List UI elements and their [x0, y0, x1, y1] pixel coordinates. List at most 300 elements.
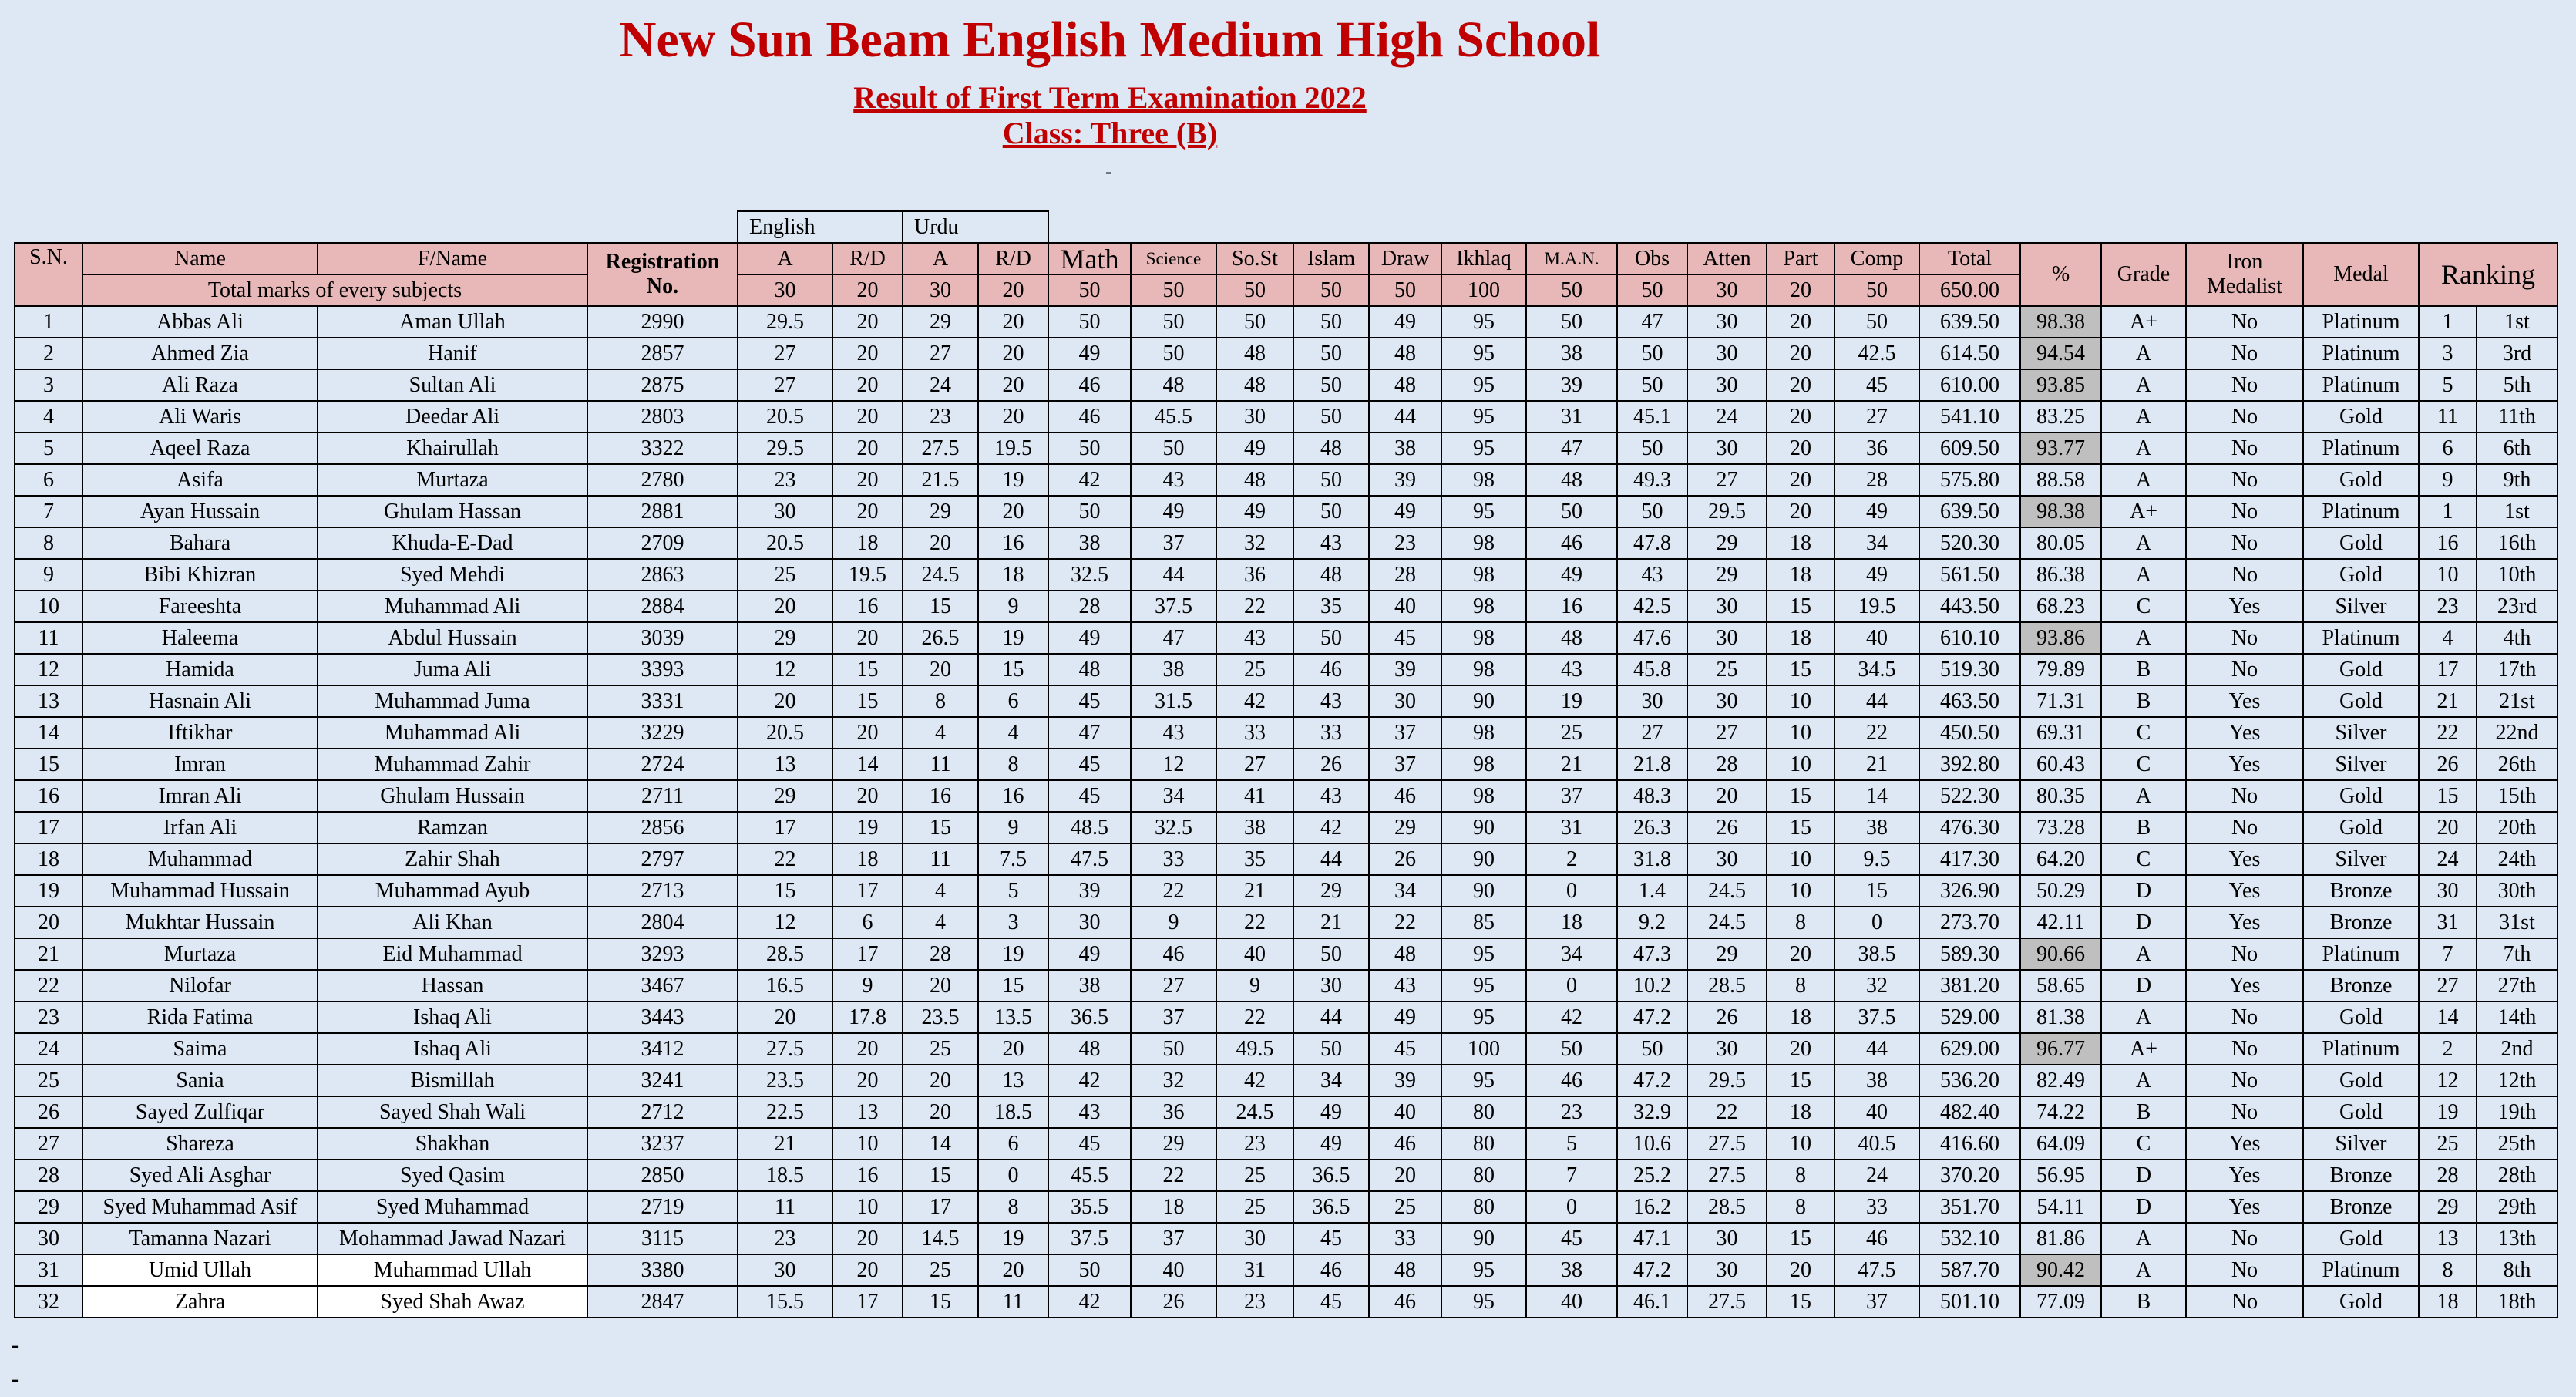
atten-cell: 29 [1687, 559, 1767, 591]
registration-cell: 2713 [587, 875, 738, 907]
grade-cell: D [2101, 1191, 2186, 1223]
total-cell: 529.00 [1919, 1001, 2020, 1033]
urdu-a-cell: 29 [903, 496, 978, 527]
english-rd-cell: 17 [832, 938, 903, 970]
draw-cell: 39 [1369, 464, 1441, 496]
urdu-a-cell: 4 [903, 875, 978, 907]
sn-cell: 8 [15, 527, 82, 559]
grade-cell: C [2101, 1128, 2186, 1160]
rank-number-cell: 29 [2419, 1191, 2477, 1223]
iron-medalist-cell: Yes [2186, 843, 2303, 875]
man-cell: 0 [1526, 1191, 1617, 1223]
science-cell: 45.5 [1131, 401, 1216, 433]
part-cell: 10 [1767, 685, 1834, 717]
social-cell: 22 [1216, 591, 1293, 622]
fname-cell: Syed Shah Awaz [318, 1286, 587, 1318]
english-rd-cell: 17.8 [832, 1001, 903, 1033]
part-cell: 20 [1767, 938, 1834, 970]
english-a-cell: 25 [738, 559, 832, 591]
islam-cell: 48 [1293, 559, 1369, 591]
man-cell: 18 [1526, 907, 1617, 938]
fname-cell: Murtaza [318, 464, 587, 496]
student-row [15, 1223, 2558, 1254]
student-row [15, 843, 2558, 875]
rank-position-cell: 18th [2477, 1286, 2558, 1318]
urdu-a-cell: 28 [903, 938, 978, 970]
part-cell: 10 [1767, 875, 1834, 907]
student-row [15, 907, 2558, 938]
percent-cell: 81.86 [2020, 1223, 2101, 1254]
rank-number-cell: 12 [2419, 1065, 2477, 1096]
fname-cell: Ramzan [318, 812, 587, 843]
draw-cell: 28 [1369, 559, 1441, 591]
total-cell: 381.20 [1919, 970, 2020, 1001]
rank-number-cell: 26 [2419, 749, 2477, 780]
student-row [15, 685, 2558, 717]
school-name: New Sun Beam English Medium High School [619, 12, 1601, 68]
social-cell: 25 [1216, 1191, 1293, 1223]
grade-cell: A+ [2101, 1033, 2186, 1065]
draw-cell: 49 [1369, 496, 1441, 527]
man-cell: 2 [1526, 843, 1617, 875]
urdu-rd-cell: 5 [978, 875, 1048, 907]
math-cell: 42 [1048, 1065, 1131, 1096]
grade-cell: D [2101, 907, 2186, 938]
social-cell: 42 [1216, 1065, 1293, 1096]
math-cell: 32.5 [1048, 559, 1131, 591]
medal-cell: Bronze [2303, 875, 2419, 907]
draw-cell: 48 [1369, 369, 1441, 401]
islam-cell: 30 [1293, 970, 1369, 1001]
atten-cell: 30 [1687, 338, 1767, 369]
science-cell: 29 [1131, 1128, 1216, 1160]
comp-cell: 38 [1834, 812, 1919, 843]
science-cell: 37 [1131, 1223, 1216, 1254]
man-cell: 49 [1526, 559, 1617, 591]
max-mark-cell: 20 [832, 274, 903, 306]
medal-cell: Bronze [2303, 1191, 2419, 1223]
urdu-rd-cell: 20 [978, 369, 1048, 401]
name-cell: Iftikhar [82, 717, 318, 749]
subject-group-row [15, 211, 2558, 243]
english-rd-cell: 13 [832, 1096, 903, 1128]
urdu-a-cell: 15 [903, 1160, 978, 1191]
max-mark-cell: 50 [1048, 274, 1131, 306]
exam-title: Result of First Term Examination 2022 [853, 80, 1367, 115]
comp-cell: 34.5 [1834, 654, 1919, 685]
ikhlaq-cell: 98 [1441, 717, 1526, 749]
student-row [15, 938, 2558, 970]
iron-medalist-cell: No [2186, 559, 2303, 591]
student-row [15, 654, 2558, 685]
ikhlaq-cell: 98 [1441, 527, 1526, 559]
part-cell: 20 [1767, 1033, 1834, 1065]
english-a-cell: 30 [738, 1254, 832, 1286]
rank-number-cell: 28 [2419, 1160, 2477, 1191]
max-mark-cell: 20 [978, 274, 1048, 306]
total-cell: 639.50 [1919, 496, 2020, 527]
col-ikhlaq: Ikhlaq [1441, 243, 1526, 274]
registration-cell: 2856 [587, 812, 738, 843]
obs-cell: 50 [1617, 496, 1687, 527]
social-cell: 25 [1216, 1160, 1293, 1191]
math-cell: 49 [1048, 622, 1131, 654]
english-a-cell: 15 [738, 875, 832, 907]
iron-medalist-cell: No [2186, 1033, 2303, 1065]
comp-cell: 37.5 [1834, 1001, 1919, 1033]
atten-cell: 30 [1687, 591, 1767, 622]
sn-cell: 27 [15, 1128, 82, 1160]
name-cell: Ahmed Zia [82, 338, 318, 369]
obs-cell: 49.3 [1617, 464, 1687, 496]
iron-medalist-cell: No [2186, 1223, 2303, 1254]
urdu-a-cell: 23.5 [903, 1001, 978, 1033]
urdu-rd-cell: 13 [978, 1065, 1048, 1096]
urdu-rd-cell: 15 [978, 654, 1048, 685]
urdu-a-cell: 20 [903, 1065, 978, 1096]
iron-medalist-cell: Yes [2186, 685, 2303, 717]
math-cell: 38 [1048, 970, 1131, 1001]
name-cell: Asifa [82, 464, 318, 496]
man-cell: 21 [1526, 749, 1617, 780]
iron-medalist-cell: No [2186, 401, 2303, 433]
english-a-cell: 22.5 [738, 1096, 832, 1128]
sn-cell: 14 [15, 717, 82, 749]
math-cell: 46 [1048, 401, 1131, 433]
english-a-cell: 29.5 [738, 433, 832, 464]
man-cell: 7 [1526, 1160, 1617, 1191]
atten-cell: 24.5 [1687, 907, 1767, 938]
rank-number-cell: 24 [2419, 843, 2477, 875]
social-cell: 23 [1216, 1128, 1293, 1160]
iron-medalist-cell: No [2186, 338, 2303, 369]
english-rd-cell: 9 [832, 970, 903, 1001]
urdu-rd-cell: 19 [978, 464, 1048, 496]
student-row [15, 559, 2558, 591]
percent-cell: 90.42 [2020, 1254, 2101, 1286]
sn-cell: 32 [15, 1286, 82, 1318]
rank-number-cell: 19 [2419, 1096, 2477, 1128]
col-urdu-rd: R/D [978, 243, 1048, 274]
total-cell: 392.80 [1919, 749, 2020, 780]
total-cell: 450.50 [1919, 717, 2020, 749]
man-cell: 31 [1526, 401, 1617, 433]
atten-cell: 30 [1687, 622, 1767, 654]
registration-cell: 2797 [587, 843, 738, 875]
registration-cell: 3380 [587, 1254, 738, 1286]
science-cell: 12 [1131, 749, 1216, 780]
atten-cell: 29.5 [1687, 1065, 1767, 1096]
percent-cell: 98.38 [2020, 306, 2101, 338]
comp-cell: 47.5 [1834, 1254, 1919, 1286]
student-row [15, 1033, 2558, 1065]
name-cell: Haleema [82, 622, 318, 654]
name-cell: Imran [82, 749, 318, 780]
urdu-a-cell: 15 [903, 1286, 978, 1318]
name-cell: Syed Ali Asghar [82, 1160, 318, 1191]
urdu-rd-cell: 3 [978, 907, 1048, 938]
urdu-a-cell: 29 [903, 306, 978, 338]
ikhlaq-cell: 95 [1441, 401, 1526, 433]
part-cell: 15 [1767, 591, 1834, 622]
grade-cell: A+ [2101, 496, 2186, 527]
percent-cell: 83.25 [2020, 401, 2101, 433]
name-cell: Muhammad [82, 843, 318, 875]
english-rd-cell: 20 [832, 433, 903, 464]
total-cell: 520.30 [1919, 527, 2020, 559]
draw-cell: 37 [1369, 717, 1441, 749]
max-mark-cell: 50 [1216, 274, 1293, 306]
islam-cell: 50 [1293, 464, 1369, 496]
english-rd-cell: 18 [832, 843, 903, 875]
medal-cell: Silver [2303, 717, 2419, 749]
col-atten: Atten [1687, 243, 1767, 274]
man-cell: 34 [1526, 938, 1617, 970]
rank-position-cell: 25th [2477, 1128, 2558, 1160]
part-cell: 10 [1767, 717, 1834, 749]
medal-cell: Silver [2303, 591, 2419, 622]
rank-position-cell: 31st [2477, 907, 2558, 938]
name-cell: Ayan Hussain [82, 496, 318, 527]
medal-cell: Platinum [2303, 1033, 2419, 1065]
social-cell: 32 [1216, 527, 1293, 559]
percent-cell: 98.38 [2020, 496, 2101, 527]
iron-medalist-cell: No [2186, 812, 2303, 843]
iron-medalist-cell: No [2186, 1286, 2303, 1318]
registration-cell: 2712 [587, 1096, 738, 1128]
fname-cell: Hassan [318, 970, 587, 1001]
comp-cell: 28 [1834, 464, 1919, 496]
science-cell: 49 [1131, 496, 1216, 527]
man-cell: 38 [1526, 338, 1617, 369]
max-mark-cell: 50 [1369, 274, 1441, 306]
col-fname: F/Name [318, 243, 587, 274]
registration-cell: 2804 [587, 907, 738, 938]
english-rd-cell: 19.5 [832, 559, 903, 591]
fname-cell: Mohammad Jawad Nazari [318, 1223, 587, 1254]
draw-cell: 26 [1369, 843, 1441, 875]
name-cell: Ali Waris [82, 401, 318, 433]
rank-position-cell: 3rd [2477, 338, 2558, 369]
rank-number-cell: 27 [2419, 970, 2477, 1001]
english-a-cell: 18.5 [738, 1160, 832, 1191]
science-cell: 32 [1131, 1065, 1216, 1096]
iron-medalist-cell: No [2186, 1065, 2303, 1096]
comp-cell: 21 [1834, 749, 1919, 780]
draw-cell: 33 [1369, 1223, 1441, 1254]
urdu-rd-cell: 20 [978, 401, 1048, 433]
medal-cell: Silver [2303, 843, 2419, 875]
math-cell: 46 [1048, 369, 1131, 401]
comp-cell: 15 [1834, 875, 1919, 907]
registration-cell: 2711 [587, 780, 738, 812]
rank-position-cell: 23rd [2477, 591, 2558, 622]
name-cell: Zahra [82, 1286, 318, 1318]
ikhlaq-cell: 95 [1441, 433, 1526, 464]
part-cell: 10 [1767, 749, 1834, 780]
percent-cell: 54.11 [2020, 1191, 2101, 1223]
col-sn: S.N. [15, 243, 82, 306]
english-a-cell: 16.5 [738, 970, 832, 1001]
registration-cell: 2724 [587, 749, 738, 780]
name-cell: Irfan Ali [82, 812, 318, 843]
english-rd-cell: 17 [832, 1286, 903, 1318]
col-iron-medalist: Iron Medalist [2186, 243, 2303, 306]
total-marks-label: Total marks of every subjects [82, 274, 587, 306]
registration-cell: 3229 [587, 717, 738, 749]
ikhlaq-cell: 85 [1441, 907, 1526, 938]
total-cell: 587.70 [1919, 1254, 2020, 1286]
english-rd-cell: 20 [832, 1254, 903, 1286]
urdu-rd-cell: 8 [978, 1191, 1048, 1223]
fname-cell: Zahir Shah [318, 843, 587, 875]
obs-cell: 32.9 [1617, 1096, 1687, 1128]
student-row [15, 401, 2558, 433]
urdu-rd-cell: 20 [978, 1033, 1048, 1065]
science-cell: 36 [1131, 1096, 1216, 1128]
math-cell: 45 [1048, 749, 1131, 780]
obs-cell: 9.2 [1617, 907, 1687, 938]
ikhlaq-cell: 98 [1441, 622, 1526, 654]
islam-cell: 34 [1293, 1065, 1369, 1096]
man-cell: 50 [1526, 496, 1617, 527]
student-row [15, 970, 2558, 1001]
urdu-a-cell: 21.5 [903, 464, 978, 496]
sn-cell: 5 [15, 433, 82, 464]
medal-cell: Platinum [2303, 369, 2419, 401]
social-cell: 40 [1216, 938, 1293, 970]
medal-cell: Platinum [2303, 306, 2419, 338]
comp-cell: 27 [1834, 401, 1919, 433]
english-a-cell: 12 [738, 654, 832, 685]
registration-cell: 2847 [587, 1286, 738, 1318]
social-cell: 48 [1216, 338, 1293, 369]
social-cell: 43 [1216, 622, 1293, 654]
rank-number-cell: 17 [2419, 654, 2477, 685]
student-row [15, 433, 2558, 464]
registration-cell: 3237 [587, 1128, 738, 1160]
max-mark-cell: 50 [1293, 274, 1369, 306]
medal-cell: Gold [2303, 1065, 2419, 1096]
student-row [15, 369, 2558, 401]
comp-cell: 50 [1834, 306, 1919, 338]
percent-cell: 81.38 [2020, 1001, 2101, 1033]
max-mark-cell: 650.00 [1919, 274, 2020, 306]
rank-position-cell: 28th [2477, 1160, 2558, 1191]
obs-cell: 10.6 [1617, 1128, 1687, 1160]
fname-cell: Syed Qasim [318, 1160, 587, 1191]
total-cell: 443.50 [1919, 591, 2020, 622]
urdu-a-cell: 11 [903, 749, 978, 780]
science-cell: 27 [1131, 970, 1216, 1001]
grade-cell: A [2101, 369, 2186, 401]
student-row [15, 1254, 2558, 1286]
ikhlaq-cell: 98 [1441, 780, 1526, 812]
man-cell: 0 [1526, 875, 1617, 907]
science-cell: 38 [1131, 654, 1216, 685]
comp-cell: 46 [1834, 1223, 1919, 1254]
urdu-group-label: Urdu [903, 211, 1048, 243]
comp-cell: 9.5 [1834, 843, 1919, 875]
islam-cell: 46 [1293, 1254, 1369, 1286]
registration-cell: 2709 [587, 527, 738, 559]
total-cell: 519.30 [1919, 654, 2020, 685]
sn-cell: 6 [15, 464, 82, 496]
grade-cell: A+ [2101, 306, 2186, 338]
sn-cell: 10 [15, 591, 82, 622]
medal-cell: Platinum [2303, 496, 2419, 527]
atten-cell: 27 [1687, 464, 1767, 496]
islam-cell: 33 [1293, 717, 1369, 749]
rank-position-cell: 6th [2477, 433, 2558, 464]
english-rd-cell: 20 [832, 496, 903, 527]
fname-cell: Ghulam Hussain [318, 780, 587, 812]
rank-position-cell: 19th [2477, 1096, 2558, 1128]
col-draw: Draw [1369, 243, 1441, 274]
english-rd-cell: 20 [832, 306, 903, 338]
part-cell: 20 [1767, 496, 1834, 527]
rank-number-cell: 10 [2419, 559, 2477, 591]
urdu-a-cell: 16 [903, 780, 978, 812]
obs-cell: 27 [1617, 717, 1687, 749]
sn-cell: 26 [15, 1096, 82, 1128]
english-rd-cell: 20 [832, 369, 903, 401]
english-rd-cell: 16 [832, 591, 903, 622]
draw-cell: 40 [1369, 591, 1441, 622]
name-cell: Saima [82, 1033, 318, 1065]
sn-cell: 20 [15, 907, 82, 938]
total-cell: 476.30 [1919, 812, 2020, 843]
english-rd-cell: 20 [832, 338, 903, 369]
rank-number-cell: 20 [2419, 812, 2477, 843]
english-a-cell: 29 [738, 780, 832, 812]
social-cell: 30 [1216, 401, 1293, 433]
comp-cell: 22 [1834, 717, 1919, 749]
social-cell: 33 [1216, 717, 1293, 749]
islam-cell: 45 [1293, 1223, 1369, 1254]
islam-cell: 43 [1293, 685, 1369, 717]
comp-cell: 34 [1834, 527, 1919, 559]
english-a-cell: 23 [738, 464, 832, 496]
name-cell: Abbas Ali [82, 306, 318, 338]
rank-position-cell: 30th [2477, 875, 2558, 907]
math-cell: 28 [1048, 591, 1131, 622]
islam-cell: 50 [1293, 401, 1369, 433]
islam-cell: 26 [1293, 749, 1369, 780]
student-row [15, 812, 2558, 843]
math-cell: 43 [1048, 1096, 1131, 1128]
medal-cell: Platinum [2303, 622, 2419, 654]
name-cell: Sania [82, 1065, 318, 1096]
fname-cell: Muhammad Zahir [318, 749, 587, 780]
sn-cell: 17 [15, 812, 82, 843]
man-cell: 39 [1526, 369, 1617, 401]
man-cell: 47 [1526, 433, 1617, 464]
rank-number-cell: 5 [2419, 369, 2477, 401]
grade-cell: A [2101, 938, 2186, 970]
urdu-rd-cell: 19 [978, 622, 1048, 654]
stray-dash: - [1105, 160, 1112, 183]
comp-cell: 33 [1834, 1191, 1919, 1223]
obs-cell: 50 [1617, 338, 1687, 369]
science-cell: 9 [1131, 907, 1216, 938]
science-cell: 33 [1131, 843, 1216, 875]
islam-cell: 36.5 [1293, 1160, 1369, 1191]
medal-cell: Platinum [2303, 338, 2419, 369]
student-row [15, 875, 2558, 907]
name-cell: Fareeshta [82, 591, 318, 622]
fname-cell: Khairullah [318, 433, 587, 464]
